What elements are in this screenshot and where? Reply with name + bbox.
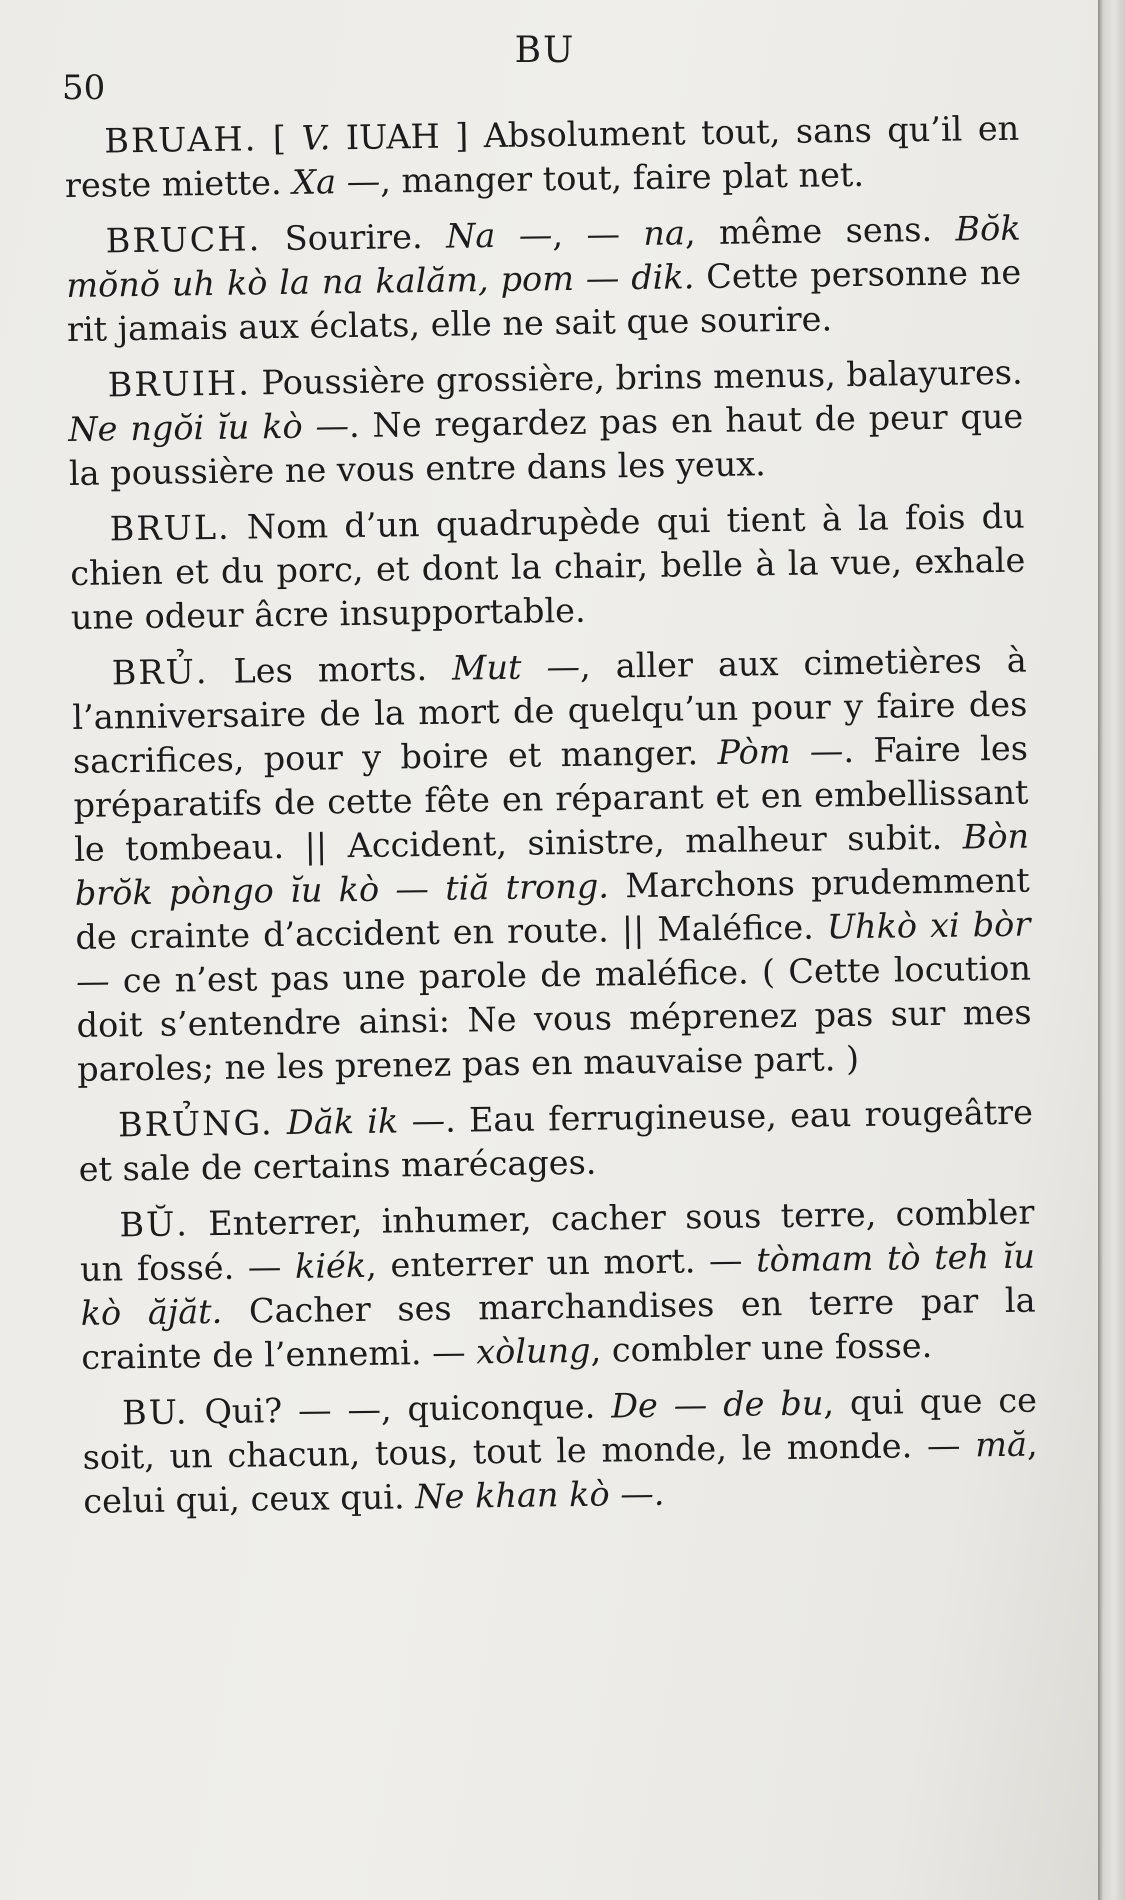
headword: BRUAH.	[104, 119, 258, 161]
page-number: 50	[62, 68, 106, 108]
entry-bruih: BRUIH. Poussière grossière, brins menus, balayures. Ne ngŏi ĭu kò —. Ne regardez pas en haut de peur que la poussière ne vous entre dans les yeux.	[68, 352, 1024, 493]
headword: BU.	[121, 1392, 189, 1433]
headword: BRỦ.	[111, 652, 209, 693]
entry-brul: BRUL. Nom d’un quadrupède qui tient à la fois du chien et du porc, et dont la chair, belle à la vue, exhale une odeur âcre insupportable.	[70, 496, 1026, 637]
headword: BRUIH.	[107, 363, 252, 405]
headword: BRUCH.	[105, 219, 262, 261]
page-edge	[1098, 0, 1125, 1900]
entry-brung: BRỦNG. Dăk ik —. Eau ferrugineuse, eau rougeâtre et sale de certains marécages.	[78, 1092, 1034, 1189]
entry-bruah: BRUAH. [ V. IUAH ] Absolument tout, sans qu’il en reste miette. Xa —, manger tout, faire plat net.	[64, 108, 1020, 205]
entry-bu: BU. Qui? — —, quiconque. De — de bu, qui que ce soit, un chacun, tous, tout le monde, le monde. — mă, celui qui, ceux qui. Ne khan kò —.	[82, 1380, 1038, 1521]
entry-bru: BRỦ. Les morts. Mut —, aller aux cimetières à l’anniversaire de la mort de quelqu’un pour y faire des sacrifices, pour y boire et manger. Pòm —. Faire les préparatifs de cette fête en réparant et en embellissant le tombeau. || Accident, sinistre, malheur subit. Bòn brŏk pòngo ĭu kò — tiă trong. Marchons prudemment de crainte d’accident en route. || Maléfice. Uhkò xi bòr — ce n’est pas une parole de maléfice. ( Cette locution doit s’entendre ainsi: Ne vous méprenez pas sur mes paroles; ne les prenez pas en mauvaise part. )	[72, 640, 1032, 1089]
running-head: BU	[514, 30, 576, 71]
headword: BRỦNG.	[117, 1103, 274, 1145]
entry-bruch: BRUCH. Sourire. Na —, — na, même sens. Bŏk mŏnŏ uh kò la na kalăm, pom — dik. Cette personne ne rit jamais aux éclats, elle ne sait que sourire.	[66, 208, 1022, 349]
headword: BŬ.	[119, 1204, 190, 1245]
dictionary-text	[64, 107, 1039, 1536]
entry-bu-breve: BŬ. Enterrer, inhumer, cacher sous terre, combler un fossé. — kiék, enterrer un mort. — tòmam tò teh ĭu kò ăjăt. Cacher ses marchandises en terre par la crainte de l’ennemi. — xòlung, combler une fosse.	[79, 1192, 1036, 1377]
headword: BRUL.	[109, 507, 231, 549]
